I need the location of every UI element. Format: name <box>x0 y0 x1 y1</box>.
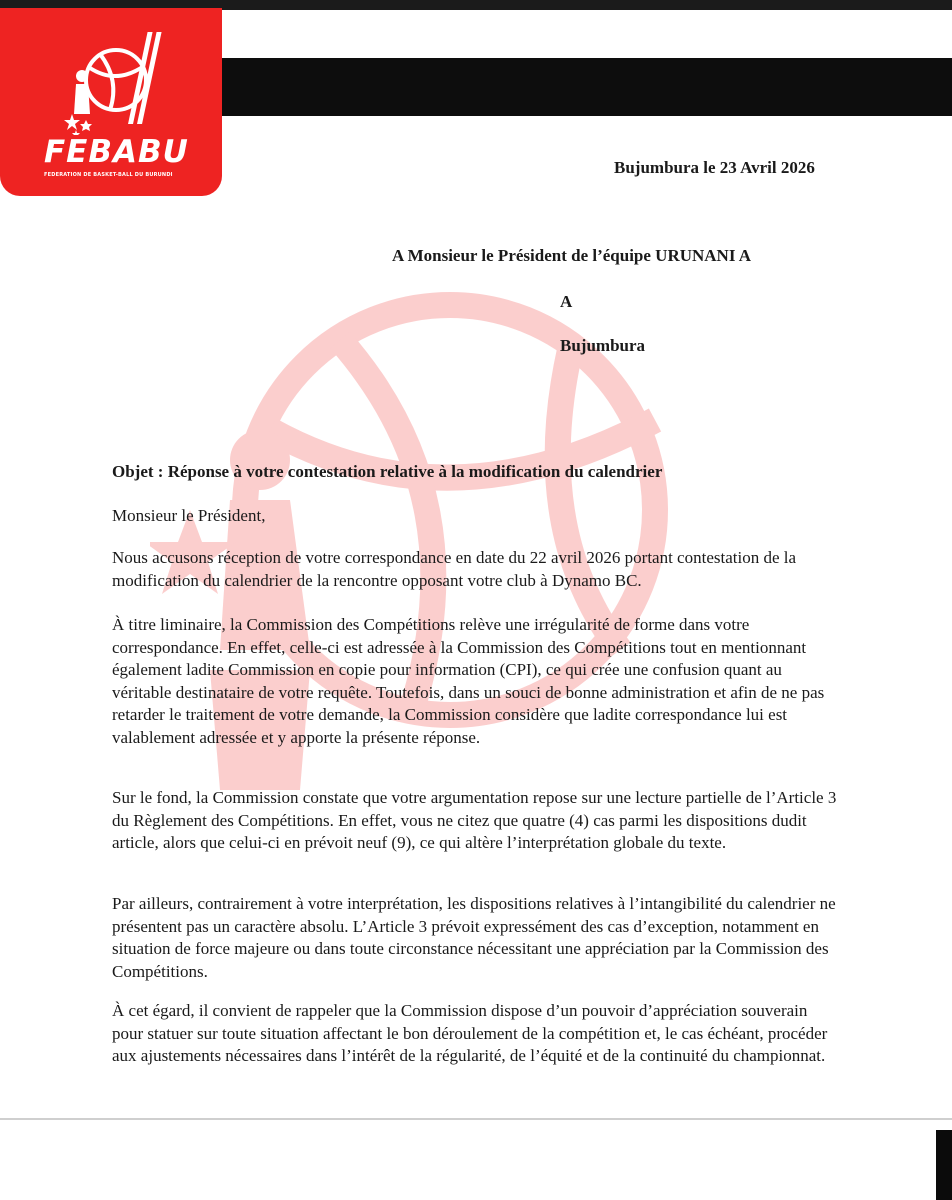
letter-date: Bujumbura le 23 Avril 2026 <box>614 158 815 177</box>
addressee-line-3: Bujumbura <box>560 336 646 355</box>
addressee-line-1: A Monsieur le Président de l’équipe URUNANI A <box>392 246 752 265</box>
febabu-logo <box>0 8 222 196</box>
paragraph-5: À cet égard, il convient de rappeler que la Commission dispose d’un pouvoir d’appréciation souverain pour statuer sur toute situation affectant le bon déroulement de la compétition et, le cas échéant, procéder aux ajustements nécessaires dans l’intérêt de la régularité, de l’équité et de la continuité du championnat. <box>112 1001 828 1065</box>
next-page-edge <box>936 1130 952 1200</box>
basketball-player-icon <box>60 30 170 135</box>
header-banner <box>160 58 952 116</box>
page-separator <box>0 1118 952 1120</box>
logo-name: FEBABU <box>44 134 189 170</box>
logo-subtitle: FEDERATION DE BASKET-BALL DU BURUNDI <box>44 172 173 178</box>
paragraph-1: Nous accusons réception de votre correspondance en date du 22 avril 2026 portant contestation de la modification du calendrier de la rencontre opposant votre club à Dynamo BC. <box>112 548 797 590</box>
paragraph-4: Par ailleurs, contrairement à votre interprétation, les dispositions relatives à l’intangibilité du calendrier ne présentent pas un caractère absolu. L’Article 3 prévoit expressément des cas d’exception, notamment en situation de force majeure ou dans toute circonstance nécessitant une appréciation par la Commission des Compétitions. <box>112 894 836 981</box>
letter-subject: Objet : Réponse à votre contestation relative à la modification du calendrier <box>112 462 663 481</box>
paragraph-2: À titre liminaire, la Commission des Compétitions relève une irrégularité de forme dans votre correspondance. En effet, celle-ci est adressée à la Commission des Compétitions tout en mentionnant également ladite Commission en copie pour information (CPI), ce qui crée une confusion quant au véritable destinataire de votre requête. Toutefois, dans un souci de bonne administration et afin de ne pas retarder le traitement de votre demande, la Commission considère que ladite correspondance lui est valablement adressée et y apporte la présente réponse. <box>112 615 825 747</box>
paragraph-3: Sur le fond, la Commission constate que votre argumentation repose sur une lecture partielle de l’Article 3 du Règlement des Compétitions. En effet, vous ne citez que quatre (4) cas parmi les dispositions dudit article, alors que celui-ci en prévoit neuf (9), ce qui altère l’interprétation globale du texte. <box>112 788 837 852</box>
addressee-line-2: A <box>560 292 573 311</box>
letter-salutation: Monsieur le Président, <box>112 506 266 525</box>
